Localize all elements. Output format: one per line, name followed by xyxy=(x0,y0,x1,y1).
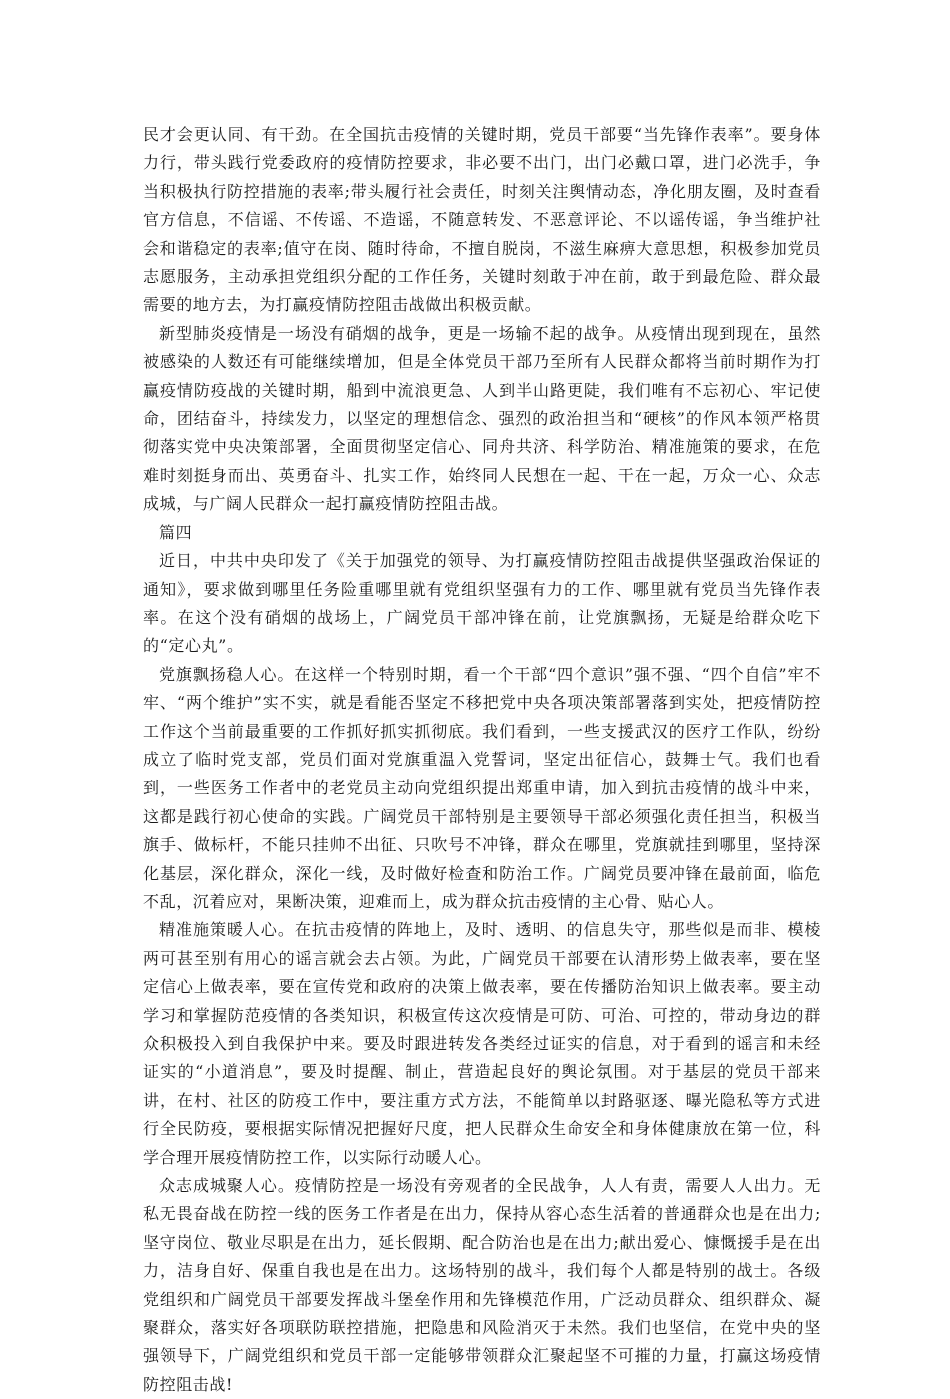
paragraph: 近日，中共中央印发了《关于加强党的领导、为打赢疫情防控阻击战提供坚强政治保证的通知》，要求做到哪里任务险重哪里就有党组织坚强有力的工作、哪里就有党员当先锋作表率。在这个没有硝烟的战场上，广阔党员干部冲锋在前，让党旗飘扬，无疑是给群众吃下的“定心丸”。 xyxy=(143,551,821,656)
paragraph: 众志成城聚人心。疫情防控是一场没有旁观者的全民战争，人人有责，需要人人出力。无私无畏奋战在防控一线的医务工作者是在出力，保持从容心态生活着的普通群众也是在出力;坚守岗位、敬业尽职是在出力，延长假期、配合防治也是在出力;献出爱心、慷慨援手是在出力，洁身自好、保重自我也是在出力。这场特别的战斗，我们每个人都是特别的战士。各级党组织和广阔党员干部要发挥战斗堡垒作用和先锋模范作用，广泛动员群众、组织群众、凝聚群众，落实好各项联防联控措施，把隐患和风险消灭于未然。我们也坚信，在党中央的坚强领导下，广阔党组织和党员干部一定能够带领群众汇聚起坚不可摧的力量，打赢这场疫情防控阻击战! xyxy=(143,1176,821,1394)
paragraph: 新型肺炎疫情是一场没有硝烟的战争，更是一场输不起的战争。从疫情出现到现在，虽然被感染的人数还有可能继续增加，但是全体党员干部乃至所有人民群众都将当前时期作为打赢疫情防疫战的关键时期，船到中流浪更急、人到半山路更陡，我们唯有不忘初心、牢记使命，团结奋斗，持续发力，以坚定的理想信念、强烈的政治担当和“硬核”的作风本领严格贯彻落实党中央决策部署，全面贯彻坚定信心、同舟共济、科学防治、精准施策的要求，在危难时刻挺身而出、英勇奋斗、扎实工作，始终同人民想在一起、干在一起，万众一心、众志成城，与广阔人民群众一起打赢疫情防控阻击战。 xyxy=(143,323,821,514)
paragraph: 党旗飘扬稳人心。在这样一个特别时期，看一个干部“四个意识”强不强、“四个自信”牢不牢、“两个维护”实不实，就是看能否坚定不移把党中央各项决策部署落到实处，把疫情防控工作这个当前最重要的工作抓好抓实抓彻底。我们看到，一些支援武汉的医疗工作队，纷纷成立了临时党支部，党员们面对党旗重温入党誓词，坚定出征信心，鼓舞士气。我们也看到，一些医务工作者中的老党员主动向党组织提出郑重申请，加入到抗击疫情的战斗中来，这都是践行初心使命的实践。广阔党员干部特别是主要领导干部必须强化责任担当，积极当旗手、做标杆，不能只挂帅不出征、只吹号不冲锋，群众在哪里，党旗就挂到哪里，坚持深化基层，深化群众，深化一线，及时做好检查和防治工作。广阔党员要冲锋在最前面，临危不乱，沉着应对，果断决策，迎难而上，成为群众抗击疫情的主心骨、贴心人。 xyxy=(143,664,821,911)
document-body xyxy=(143,121,821,1399)
paragraph-continuation: 民才会更认同、有干劲。在全国抗击疫情的关键时期，党员干部要“当先锋作表率”。要身体力行，带头践行党委政府的疫情防控要求，非必要不出门，出门必戴口罩，进门必洗手，争当积极执行防控措施的表率;带头履行社会责任，时刻关注舆情动态，净化朋友圈，及时查看官方信息，不信谣、不传谣、不造谣，不随意转发、不恶意评论、不以谣传谣，争当维护社会和谐稳定的表率;值守在岗、随时待命，不擅自脱岗，不滋生麻痹大意思想，积极参加党员志愿服务，主动承担党组织分配的工作任务，关键时刻敢于冲在前，敢于到最危险、群众最需要的地方去，为打赢疫情防控阻击战做出积极贡献。 xyxy=(143,125,821,315)
section-heading: 篇四 xyxy=(159,522,193,542)
paragraph: 精准施策暖人心。在抗击疫情的阵地上，及时、透明、的信息失守，那些似是而非、模棱两可甚至别有用心的谣言就会去占领。为此，广阔党员干部要在认清形势上做表率，要在坚定信心上做表率，要在宣传党和政府的决策上做表率，要在传播防治知识上做表率。要主动学习和掌握防范疫情的各类知识，积极宣传这次疫情是可防、可治、可控的，带动身边的群众积极投入到自我保护中来。要及时跟进转发各类经过证实的信息，对于看到的谣言和未经证实的“小道消息”，要及时提醒、制止，营造起良好的舆论氛围。对于基层的党员干部来讲，在村、社区的防疫工作中，要注重方式方法，不能简单以封路驱逐、曝光隐私等方式进行全民防疫，要根据实际情况把握好尺度，把人民群众生命安全和身体健康放在第一位，科学合理开展疫情防控工作，以实际行动暖人心。 xyxy=(143,920,821,1167)
